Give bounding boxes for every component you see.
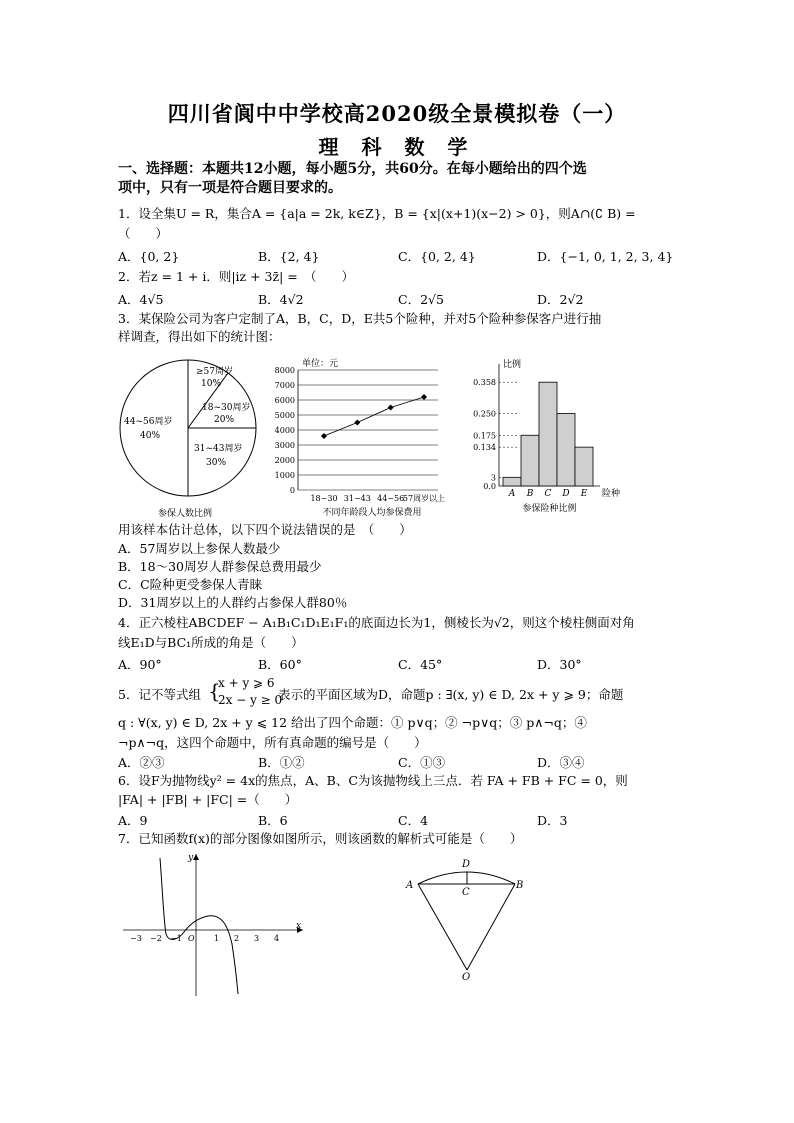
q1-stem: 1．设全集U = R，集合A = {a|a = 2k, k∈Z}，B = {x|(x+1)(x−2) > 0}，则A∩(∁ B) = bbox=[118, 206, 636, 221]
q6-stem-line2: |FA| + |FB| + |FC| =（ ） bbox=[118, 792, 298, 807]
radius-ob bbox=[467, 884, 515, 970]
q6-option-a: A．9 bbox=[118, 813, 148, 828]
q5-brace: { bbox=[208, 679, 221, 703]
bar-E bbox=[575, 447, 593, 486]
q5-option-d: D．③④ bbox=[537, 755, 585, 770]
line-chart-xtick-3: 57周岁以上 bbox=[402, 494, 446, 503]
line-chart-ytick-4: 4000 bbox=[274, 426, 295, 435]
q5-option-b: B．①② bbox=[258, 755, 305, 770]
pie-pct-44: 40% bbox=[140, 431, 161, 441]
q2-option-c: C．2√5 bbox=[398, 292, 444, 307]
bar-chart-ytick-4: 0.250 bbox=[473, 409, 496, 419]
bar-chart bbox=[465, 356, 640, 521]
line-chart-ytick-5: 5000 bbox=[274, 411, 295, 420]
q4-stem-line1: 4．正六棱柱ABCDEF − A₁B₁C₁D₁E₁F₁的底面边长为1，侧棱长为√2，则这个棱柱侧面对角 bbox=[118, 615, 635, 630]
q5-tail: 表示的平面区域为D，命题p : ∃(x, y) ∈ D, 2x + y ⩾ 9；命题 bbox=[278, 687, 624, 702]
bar-chart-xtick-1: B bbox=[526, 489, 534, 499]
q6-option-b: B．6 bbox=[258, 813, 288, 828]
bar-chart-caption: 参保险种比例 bbox=[522, 504, 577, 514]
tick-label-4: 4 bbox=[274, 934, 280, 943]
y-axis-label: y bbox=[188, 853, 194, 863]
radius-oa bbox=[418, 884, 467, 970]
q3-stem-line1: 3．某保险公司为客户定制了A，B，C，D，E共5个险种，并对5个险种参保客户进行抽 bbox=[118, 311, 602, 326]
tick-label-neg1: −1 bbox=[170, 934, 182, 943]
q3-option-b: B．18～30周岁人群参保总费用最少 bbox=[118, 559, 322, 574]
pie-caption: 参保人数比例 bbox=[158, 509, 213, 519]
q3-question: 用该样本估计总体，以下四个说法错误的是 （ ） bbox=[118, 522, 412, 537]
bar-A bbox=[503, 477, 521, 486]
bar-chart-ytick-3: 0.175 bbox=[473, 431, 496, 441]
line-chart-xtick-1: 31~43 bbox=[343, 494, 371, 503]
line-chart-ytick-6: 6000 bbox=[274, 396, 295, 405]
pie-label-44: 44~56周岁 bbox=[124, 417, 173, 427]
q3-option-c: C．C险种更受参保人青睐 bbox=[118, 577, 263, 592]
pie-pct-57: 10% bbox=[201, 379, 222, 389]
q5-system-line1: x + y ⩾ 6 bbox=[218, 676, 275, 690]
q3-option-a: A．57周岁以上参保人数最少 bbox=[118, 541, 281, 556]
q5-option-a: A．②③ bbox=[118, 755, 165, 770]
pie-label-57: ≥57周岁 bbox=[196, 367, 233, 377]
q2-option-b: B．4√2 bbox=[258, 292, 304, 307]
q3-option-d: D．31周岁以上的人群约占参保人群80％ bbox=[118, 595, 348, 610]
tick-label-1: 1 bbox=[214, 934, 220, 943]
section-heading-line2: 项中，只有一项是符合题目要求的。 bbox=[118, 180, 342, 196]
point-o-label: O bbox=[462, 972, 471, 983]
tick-label-neg3: −3 bbox=[130, 934, 142, 943]
pie-label-18: 18~30周岁 bbox=[202, 403, 251, 413]
q6-stem-line1: 6．设F为抛物线y² = 4x的焦点，A、B、C为该抛物线上三点．若 FA + FB + FC = 0，则 bbox=[118, 773, 628, 788]
q4-stem-line2: 线E₁D与BC₁所成的角是（ ） bbox=[118, 635, 304, 650]
q4-option-b: B．60° bbox=[258, 657, 302, 672]
line-chart-point-3 bbox=[421, 394, 427, 400]
bar-chart-xtick-0: A bbox=[508, 489, 516, 499]
tick-label-3: 3 bbox=[254, 934, 260, 943]
pie-pct-31: 30% bbox=[206, 458, 227, 468]
line-chart bbox=[268, 356, 478, 521]
line-chart-ytick-7: 7000 bbox=[274, 381, 295, 390]
line-chart-xtick-2: 44~56 bbox=[377, 494, 405, 503]
bar-C bbox=[539, 382, 557, 486]
q4-option-c: C．45° bbox=[398, 657, 443, 672]
point-c-label: C bbox=[462, 887, 470, 898]
q2-option-d: D．2√2 bbox=[537, 292, 584, 307]
function-curve bbox=[160, 858, 238, 994]
q7-stem: 7．已知函数f(x)的部分图像如图所示，则该函数的解析式可能是（ ） bbox=[118, 831, 523, 846]
line-chart-ytick-0: 0 bbox=[289, 486, 295, 495]
q1-option-d: D．{−1, 0, 1, 2, 3, 4} bbox=[537, 249, 674, 264]
line-chart-caption: 不同年龄段人均参保费用 bbox=[322, 508, 422, 518]
bar-chart-ytick-2: 0.134 bbox=[473, 443, 496, 453]
bar-chart-axis-label: 险种 bbox=[602, 489, 621, 499]
q1-option-c: C．{0, 2, 4} bbox=[398, 249, 476, 264]
q5-lead: 5．记不等式组 bbox=[118, 687, 201, 702]
origin-label: O bbox=[188, 934, 195, 943]
tick-label-2: 2 bbox=[234, 934, 240, 943]
q5-line2: q : ∀(x, y) ∈ D, 2x + y ⩽ 12 给出了四个命题：① p∨q；② ¬p∨q；③ p∧¬q；④ bbox=[118, 715, 587, 730]
pie-label-31: 31~43周岁 bbox=[194, 444, 243, 454]
line-chart-ytick-3: 3000 bbox=[274, 441, 295, 450]
q4-option-d: D．30° bbox=[537, 657, 582, 672]
function-graph bbox=[118, 848, 308, 998]
line-chart-title: 单位：元 bbox=[302, 359, 339, 369]
bar-chart-ytick-1: 3 bbox=[490, 473, 496, 483]
pie-chart bbox=[118, 356, 268, 521]
y-axis-arrow bbox=[193, 854, 199, 860]
q6-option-c: C．4 bbox=[398, 813, 429, 828]
q5-line3: ¬p∧¬q，这四个命题中，所有真命题的编号是（ ） bbox=[118, 735, 427, 750]
q1-paren: （ ） bbox=[118, 226, 169, 241]
pie-pct-18: 20% bbox=[214, 415, 235, 425]
exam-title: 四川省阆中中学校高2020级全景模拟卷（一） bbox=[167, 101, 627, 126]
line-chart-point-0 bbox=[321, 433, 327, 439]
bar-chart-ytick-5: 0.358 bbox=[473, 378, 496, 388]
line-chart-ytick-1: 1000 bbox=[274, 471, 295, 480]
line-chart-point-2 bbox=[388, 405, 394, 411]
bar-chart-xtick-2: C bbox=[544, 489, 552, 499]
q5-system-line2: 2x − y ≥ 0 bbox=[218, 693, 283, 707]
bar-B bbox=[521, 435, 539, 486]
q4-option-a: A．90° bbox=[118, 657, 162, 672]
section-heading-line1: 一、选择题：本题共12小题，每小题5分，共60分。在每小题给出的四个选 bbox=[118, 161, 587, 177]
exam-subject: 理 科 数 学 bbox=[318, 135, 476, 159]
point-a-label: A bbox=[406, 880, 414, 891]
sector-figure bbox=[400, 850, 530, 985]
q2-option-a: A．4√5 bbox=[118, 292, 164, 307]
bar-chart-ytick-0: 0.0 bbox=[483, 482, 496, 491]
q6-option-d: D．3 bbox=[537, 813, 568, 828]
q1-option-b: B．{2, 4} bbox=[258, 249, 320, 264]
q2-stem: 2．若z = 1 + i．则|iz + 3z̄| = （ ） bbox=[118, 269, 354, 284]
bar-D bbox=[557, 414, 575, 487]
q5-option-c: C．①③ bbox=[398, 755, 446, 770]
bar-chart-xtick-4: E bbox=[580, 489, 588, 499]
q3-stem-line2: 样调查，得出如下的统计图： bbox=[118, 329, 281, 344]
line-chart-point-1 bbox=[354, 420, 360, 426]
tick-label-neg2: −2 bbox=[150, 934, 162, 943]
q1-option-a: A．{0, 2} bbox=[118, 249, 180, 264]
point-d-label: D bbox=[462, 859, 471, 870]
x-axis-label: x bbox=[296, 921, 302, 931]
line-chart-ytick-8: 8000 bbox=[274, 366, 295, 375]
bar-chart-title: 比例 bbox=[503, 360, 522, 370]
point-b-label: B bbox=[516, 880, 524, 891]
line-chart-ytick-2: 2000 bbox=[274, 456, 295, 465]
line-chart-xtick-0: 18~30 bbox=[310, 494, 338, 503]
bar-chart-xtick-3: D bbox=[562, 489, 570, 499]
